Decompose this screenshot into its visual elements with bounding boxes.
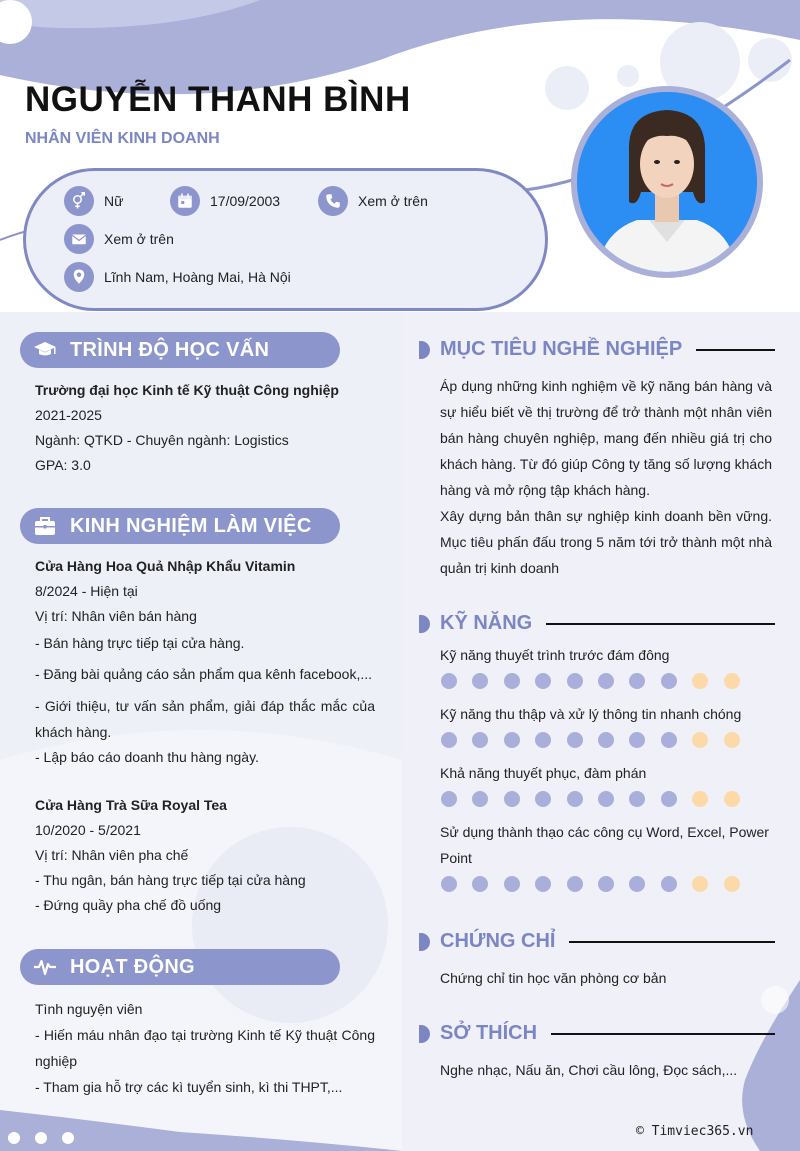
pulse-icon bbox=[20, 955, 70, 979]
skill-name: Kỹ năng thu thập và xử lý thông tin nhanh chóng bbox=[440, 706, 742, 722]
skill-dot-filled bbox=[441, 876, 457, 892]
experience-title: KINH NGHIỆM LÀM VIỆC bbox=[70, 514, 312, 537]
graduation-cap-icon bbox=[20, 338, 70, 362]
certificates-header bbox=[419, 930, 775, 953]
email-value: Xem ở trên bbox=[104, 231, 174, 247]
skill-dot-empty bbox=[692, 673, 708, 689]
work-period: 10/2020 - 5/2021 bbox=[35, 822, 141, 838]
divider bbox=[546, 623, 775, 625]
hobbies-header bbox=[419, 1022, 775, 1045]
skill-dot-filled bbox=[567, 876, 583, 892]
activity-title: Tình nguyện viên bbox=[35, 1001, 143, 1017]
skill-dot-filled bbox=[661, 876, 677, 892]
skill-name: Sử dụng thành thạo các công cụ Word, Excel, Power Point bbox=[440, 824, 769, 866]
skill-dot-filled bbox=[504, 673, 520, 689]
work-task: - Đứng quầy pha chế đồ uống bbox=[35, 897, 222, 913]
divider bbox=[569, 941, 775, 943]
company-name: Cửa Hàng Hoa Quả Nhập Khẩu Vitamin bbox=[35, 558, 296, 574]
objective-header bbox=[419, 338, 775, 361]
education-title: TRÌNH ĐỘ HỌC VẤN bbox=[70, 338, 270, 361]
skill-dot-filled bbox=[504, 732, 520, 748]
skill-dot-filled bbox=[535, 791, 551, 807]
phone-value: Xem ở trên bbox=[358, 193, 428, 209]
work-position: Vị trí: Nhân viên bán hàng bbox=[35, 608, 197, 624]
skill-dot-empty bbox=[724, 673, 740, 689]
divider bbox=[696, 349, 775, 351]
skill-dot-filled bbox=[472, 732, 488, 748]
activity-item: - Hiến máu nhân đạo tại trường Kinh tế Kỹ thuật Công nghiệp bbox=[35, 1027, 375, 1069]
skill-dot-filled bbox=[535, 732, 551, 748]
experience-item bbox=[35, 793, 375, 918]
avatar-frame bbox=[571, 86, 763, 278]
section-marker bbox=[419, 615, 430, 633]
education-header bbox=[20, 332, 340, 368]
divider bbox=[551, 1033, 775, 1035]
skill-dot-empty bbox=[692, 791, 708, 807]
skill-dot-filled bbox=[598, 732, 614, 748]
skill-dot-filled bbox=[441, 791, 457, 807]
full-name: NGUYỄN THANH BÌNH bbox=[25, 80, 411, 119]
education-block bbox=[35, 378, 375, 478]
education-major: Ngành: QTKD - Chuyên ngành: Logistics bbox=[35, 432, 289, 448]
skill-dot-filled bbox=[629, 732, 645, 748]
mail-icon bbox=[64, 224, 94, 254]
skill-rating bbox=[441, 876, 755, 892]
contact-phone[interactable] bbox=[318, 186, 428, 216]
skill-dot-filled bbox=[535, 876, 551, 892]
skill-dot-filled bbox=[441, 732, 457, 748]
skill-dot-filled bbox=[504, 791, 520, 807]
hobbies-text: Nghe nhạc, Nấu ăn, Chơi cầu lông, Đọc sách,... bbox=[440, 1062, 738, 1078]
skill-dot-filled bbox=[441, 673, 457, 689]
activities-title: HOẠT ĐỘNG bbox=[70, 955, 195, 978]
skill-dot-filled bbox=[598, 673, 614, 689]
certificate-item: Chứng chỉ tin học văn phòng cơ bản bbox=[440, 970, 667, 986]
skill-dot-empty bbox=[724, 876, 740, 892]
section-marker bbox=[419, 341, 430, 359]
skill-dot-filled bbox=[661, 791, 677, 807]
contact-email[interactable] bbox=[64, 224, 174, 254]
avatar bbox=[577, 92, 757, 272]
work-task: - Giới thiệu, tư vấn sản phẩm, giải đáp thắc mắc của khách hàng. bbox=[35, 698, 375, 740]
objective-block bbox=[440, 373, 772, 581]
skill-dot-filled bbox=[567, 732, 583, 748]
objective-paragraph: Xây dựng bản thân sự nghiệp kinh doanh bền vững. Mục tiêu phấn đấu trong 5 năm tới trở thành một nhà quản trị kinh doanh bbox=[440, 508, 772, 576]
skill-dot-filled bbox=[629, 876, 645, 892]
contact-birthday bbox=[170, 186, 280, 216]
skill-dot-empty bbox=[724, 732, 740, 748]
activities-header bbox=[20, 949, 340, 985]
education-gpa: GPA: 3.0 bbox=[35, 457, 91, 473]
work-task: - Lập báo cáo doanh thu hàng ngày. bbox=[35, 749, 259, 765]
work-task: - Bán hàng trực tiếp tại cửa hàng. bbox=[35, 635, 245, 651]
skill-dot-filled bbox=[472, 876, 488, 892]
briefcase-icon bbox=[20, 514, 70, 538]
calendar-icon bbox=[170, 186, 200, 216]
contact-address bbox=[64, 262, 291, 292]
footer-credit[interactable]: © Timviec365.vn bbox=[636, 1124, 754, 1139]
activity-item: - Tham gia hỗ trợ các kì tuyển sinh, kì thi THPT,... bbox=[35, 1079, 343, 1095]
work-task: - Đăng bài quảng cáo sản phẩm qua kênh facebook,... bbox=[35, 666, 373, 682]
skill-dot-empty bbox=[692, 876, 708, 892]
gender-icon bbox=[64, 186, 94, 216]
work-task: - Thu ngân, bán hàng trực tiếp tại cửa hàng bbox=[35, 872, 306, 888]
job-title: NHÂN VIÊN KINH DOANH bbox=[25, 130, 220, 147]
birthday-value: 17/09/2003 bbox=[210, 193, 281, 209]
objective-title: MỤC TIÊU NGHỀ NGHIỆP bbox=[440, 338, 683, 360]
section-marker bbox=[419, 1025, 430, 1043]
skill-dot-empty bbox=[724, 791, 740, 807]
skill-dot-filled bbox=[567, 673, 583, 689]
skills-title: KỸ NĂNG bbox=[440, 612, 533, 634]
location-pin-icon bbox=[64, 262, 94, 292]
skill-dot-filled bbox=[629, 791, 645, 807]
experience-item bbox=[35, 554, 375, 770]
gender-value: Nữ bbox=[104, 193, 124, 209]
skills-header bbox=[419, 612, 775, 635]
skill-dot-filled bbox=[661, 673, 677, 689]
skill-rating bbox=[441, 791, 755, 807]
work-period: 8/2024 - Hiện tại bbox=[35, 583, 138, 599]
contact-box bbox=[23, 168, 548, 311]
section-marker bbox=[419, 933, 430, 951]
objective-paragraph: Áp dụng những kinh nghiệm về kỹ năng bán hàng và sự hiểu biết về thị trường để trở thành một nhân viên bán hàng chuyên nghiệp, mang đến nhiều giá trị cho khách hàng. Từ đó giúp Công ty tăng số lượng khách hàng và mở rộng tập khách hàng. bbox=[440, 378, 772, 498]
certificates-title: CHỨNG CHỈ bbox=[440, 930, 556, 952]
skill-name: Khả năng thuyết phục, đàm phán bbox=[440, 765, 647, 781]
skill-rating bbox=[441, 732, 755, 748]
phone-icon bbox=[318, 186, 348, 216]
school-name: Trường đại học Kinh tế Kỹ thuật Công nghiệp bbox=[35, 382, 339, 398]
contact-gender bbox=[64, 186, 123, 216]
work-position: Vị trí: Nhân viên pha chế bbox=[35, 847, 189, 863]
experience-header bbox=[20, 508, 340, 544]
education-period: 2021-2025 bbox=[35, 407, 102, 423]
company-name: Cửa Hàng Trà Sữa Royal Tea bbox=[35, 797, 227, 813]
skill-dot-filled bbox=[472, 673, 488, 689]
skill-dot-filled bbox=[661, 732, 677, 748]
address-value: Lĩnh Nam, Hoàng Mai, Hà Nội bbox=[104, 269, 291, 285]
skill-dot-empty bbox=[692, 732, 708, 748]
skill-dot-filled bbox=[472, 791, 488, 807]
skill-dot-filled bbox=[629, 673, 645, 689]
skill-dot-filled bbox=[598, 876, 614, 892]
activities-block bbox=[35, 996, 375, 1100]
skill-dot-filled bbox=[567, 791, 583, 807]
hobbies-title: SỞ THÍCH bbox=[440, 1022, 538, 1044]
skill-name: Kỹ năng thuyết trình trước đám đông bbox=[440, 647, 670, 663]
skill-dot-filled bbox=[535, 673, 551, 689]
skill-dot-filled bbox=[504, 876, 520, 892]
skill-dot-filled bbox=[598, 791, 614, 807]
skill-rating bbox=[441, 673, 755, 689]
